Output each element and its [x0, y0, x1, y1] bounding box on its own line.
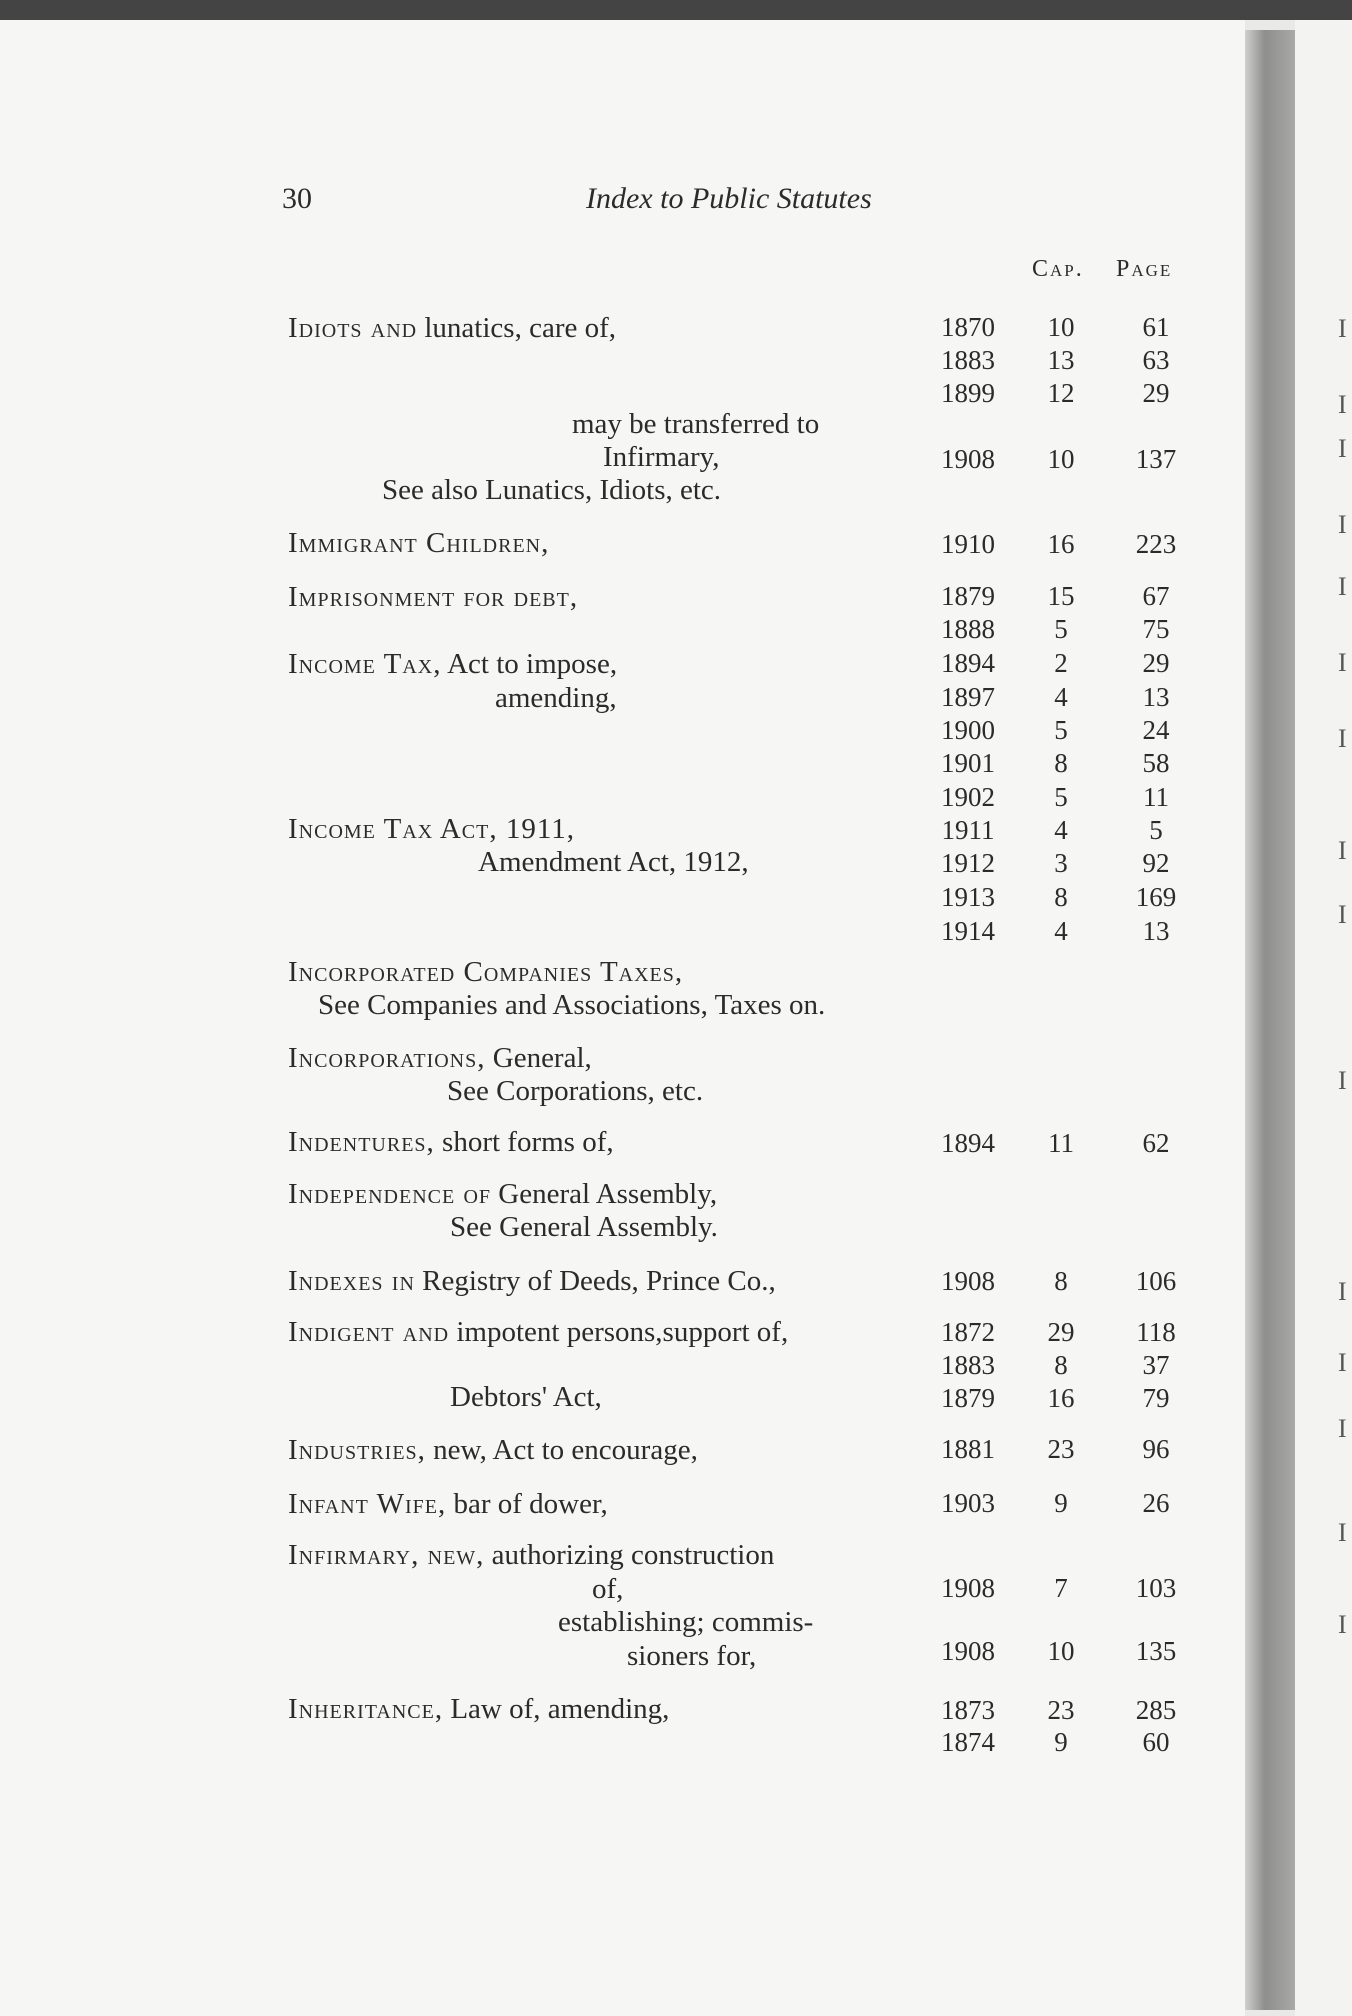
entry-line: Incorporated Companies Taxes,	[288, 956, 684, 988]
citation-year: 1883	[941, 345, 995, 375]
citation-year: 1912	[941, 848, 995, 878]
see-also-line: See Corporations, etc.	[447, 1075, 704, 1107]
citation-cap: 5	[1054, 715, 1068, 745]
entry-line: Indigent and impotent persons,support of,	[288, 1316, 789, 1348]
citation-page: 13	[1142, 682, 1170, 712]
citation-page: 60	[1142, 1727, 1170, 1757]
citation-page: 5	[1149, 815, 1163, 845]
citation-year: 1888	[941, 614, 995, 644]
citation-cap: 7	[1054, 1573, 1068, 1603]
entry-line: amending,	[495, 682, 617, 714]
citation-cap: 8	[1054, 1266, 1068, 1296]
citation-page: 135	[1135, 1636, 1177, 1666]
entry-line: establishing; commis-	[558, 1606, 814, 1638]
entry-line: Debtors' Act,	[450, 1381, 602, 1413]
see-also-line: See Companies and Associations, Taxes on.	[318, 989, 826, 1021]
edge-letter: I	[1338, 1066, 1347, 1095]
citation-page: 223	[1135, 529, 1177, 559]
citation-year: 1873	[941, 1695, 995, 1725]
citation-year: 1879	[941, 1383, 995, 1413]
entry-line: Income Tax Act, 1911,	[288, 813, 576, 845]
book-gutter-shadow	[1245, 30, 1295, 2010]
column-header-cap: Cap.	[1032, 256, 1084, 282]
citation-page: 118	[1136, 1317, 1176, 1347]
edge-letter: I	[1338, 390, 1347, 419]
citation-year: 1903	[941, 1488, 995, 1518]
citation-page: 169	[1135, 882, 1177, 912]
citation-cap: 23	[1047, 1695, 1075, 1725]
edge-letter: I	[1338, 836, 1347, 865]
edge-letter: I	[1338, 1518, 1347, 1547]
citation-cap: 9	[1054, 1488, 1068, 1518]
citation-page: 62	[1142, 1128, 1170, 1158]
citation-cap: 8	[1054, 748, 1068, 778]
entry-line: may be transferred to	[572, 408, 820, 440]
citation-cap: 5	[1054, 614, 1068, 644]
citation-cap: 8	[1054, 1350, 1068, 1380]
citation-page: 63	[1142, 345, 1170, 375]
entry-line: Immigrant Children,	[288, 527, 550, 559]
entry-line: Infirmary,	[603, 441, 720, 473]
edge-letter: I	[1338, 314, 1347, 343]
citation-year: 1870	[941, 312, 995, 342]
edge-letter: I	[1338, 1414, 1347, 1443]
edge-letter: I	[1338, 572, 1347, 601]
citation-year: 1874	[941, 1727, 995, 1757]
citation-cap: 3	[1054, 848, 1068, 878]
citation-year: 1901	[941, 748, 995, 778]
citation-cap: 2	[1054, 648, 1068, 678]
entry-line: Infant Wife, bar of dower,	[288, 1488, 608, 1520]
entry-line: Income Tax, Act to impose,	[288, 648, 618, 680]
citation-cap: 23	[1047, 1434, 1075, 1464]
entry-line: Idiots and lunatics, care of,	[288, 312, 617, 344]
citation-cap: 16	[1047, 529, 1075, 559]
citation-page: 103	[1135, 1573, 1177, 1603]
citation-page: 61	[1142, 312, 1170, 342]
entry-line: Amendment Act, 1912,	[478, 846, 749, 878]
edge-letter: I	[1338, 1277, 1347, 1306]
see-also-line: See also Lunatics, Idiots, etc.	[382, 474, 722, 506]
citation-year: 1908	[941, 1266, 995, 1296]
edge-letter: I	[1338, 1610, 1347, 1639]
citation-page: 58	[1142, 748, 1170, 778]
citation-cap: 5	[1054, 782, 1068, 812]
entry-line: Industries, new, Act to encourage,	[288, 1434, 698, 1466]
edge-letter: I	[1338, 900, 1347, 929]
citation-cap: 9	[1054, 1727, 1068, 1757]
edge-letter: I	[1338, 510, 1347, 539]
citation-cap: 10	[1047, 312, 1075, 342]
entry-line: Incorporations, General,	[288, 1042, 592, 1074]
citation-year: 1911	[941, 815, 995, 845]
citation-cap: 16	[1047, 1383, 1075, 1413]
citation-year: 1910	[941, 529, 995, 559]
citation-year: 1908	[941, 444, 995, 474]
citation-year: 1883	[941, 1350, 995, 1380]
citation-page: 37	[1142, 1350, 1170, 1380]
citation-page: 13	[1142, 916, 1170, 946]
see-also-line: See General Assembly.	[450, 1211, 718, 1243]
entry-line: of,	[592, 1573, 624, 1605]
citation-page: 92	[1142, 848, 1170, 878]
citation-year: 1908	[941, 1573, 995, 1603]
citation-page: 106	[1135, 1266, 1177, 1296]
edge-letter: I	[1338, 648, 1347, 677]
citation-cap: 4	[1054, 682, 1068, 712]
citation-page: 79	[1142, 1383, 1170, 1413]
citation-year: 1881	[941, 1434, 995, 1464]
citation-page: 137	[1135, 444, 1177, 474]
citation-cap: 10	[1047, 1636, 1075, 1666]
citation-cap: 4	[1054, 916, 1068, 946]
edge-letter: I	[1338, 1348, 1347, 1377]
citation-cap: 13	[1047, 345, 1075, 375]
citation-year: 1902	[941, 782, 995, 812]
citation-year: 1879	[941, 581, 995, 611]
citation-page: 24	[1142, 715, 1170, 745]
edge-letter: I	[1338, 724, 1347, 753]
scan-top-edge	[0, 0, 1352, 20]
citation-page: 96	[1142, 1434, 1170, 1464]
citation-year: 1894	[941, 648, 995, 678]
entry-line: Imprisonment for debt,	[288, 581, 579, 613]
citation-cap: 12	[1047, 378, 1075, 408]
entry-line: Indentures, short forms of,	[288, 1126, 614, 1158]
entry-line: sioners for,	[627, 1640, 757, 1672]
page-number: 30	[282, 182, 312, 215]
citation-year: 1899	[941, 378, 995, 408]
citation-cap: 15	[1047, 581, 1075, 611]
citation-year: 1897	[941, 682, 995, 712]
column-header-page: Page	[1116, 256, 1173, 282]
edge-letter: I	[1338, 434, 1347, 463]
citation-year: 1900	[941, 715, 995, 745]
citation-cap: 8	[1054, 882, 1068, 912]
citation-cap: 4	[1054, 815, 1068, 845]
entry-line: Inheritance, Law of, amending,	[288, 1693, 670, 1725]
citation-page: 29	[1142, 378, 1170, 408]
citation-year: 1908	[941, 1636, 995, 1666]
running-title: Index to Public Statutes	[586, 182, 872, 215]
citation-year: 1872	[941, 1317, 995, 1347]
citation-year: 1914	[941, 916, 995, 946]
citation-cap: 29	[1047, 1317, 1075, 1347]
citation-page: 75	[1142, 614, 1170, 644]
citation-page: 285	[1135, 1695, 1177, 1725]
entry-line: Independence of General Assembly,	[288, 1178, 718, 1210]
entry-line: Infirmary, new, authorizing construction	[288, 1539, 775, 1571]
citation-page: 26	[1142, 1488, 1170, 1518]
citation-cap: 11	[1048, 1128, 1074, 1158]
citation-page: 29	[1142, 648, 1170, 678]
citation-page: 11	[1143, 782, 1169, 812]
citation-year: 1913	[941, 882, 995, 912]
citation-page: 67	[1142, 581, 1170, 611]
citation-year: 1894	[941, 1128, 995, 1158]
entry-line: Indexes in Registry of Deeds, Prince Co.,	[288, 1265, 776, 1297]
citation-cap: 10	[1047, 444, 1075, 474]
